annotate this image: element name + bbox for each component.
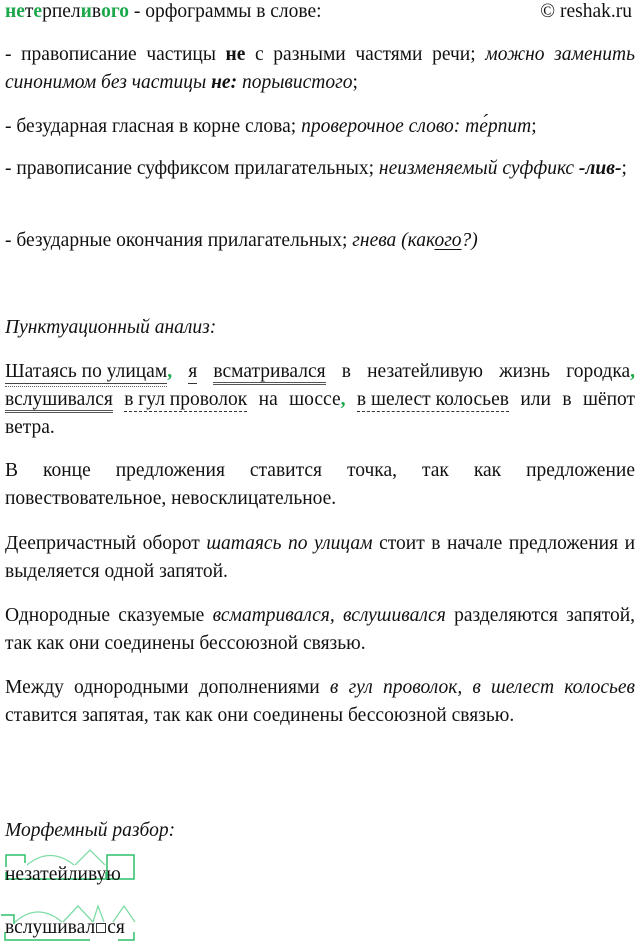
comma-highlight: , bbox=[340, 389, 346, 410]
ending-underlined: ого bbox=[434, 230, 462, 251]
morpheme-word bbox=[5, 916, 125, 940]
predicate: вслушивался bbox=[5, 390, 113, 413]
orthogram-item bbox=[5, 155, 635, 183]
text: ; bbox=[352, 72, 358, 93]
title-highlight: не bbox=[5, 1, 25, 22]
title-suffix: - орфограммы в слове: bbox=[129, 1, 322, 22]
italic-text: порывистого bbox=[237, 72, 353, 93]
morphemic-heading: Морфемный разбор: bbox=[5, 820, 176, 841]
text: - правописание частицы bbox=[5, 44, 226, 65]
orthogram-item bbox=[5, 113, 635, 141]
italic-text: в гул проволок, в шелест колосьев bbox=[329, 677, 635, 698]
empty-ending-box-icon bbox=[96, 923, 106, 933]
title-part: в bbox=[91, 1, 102, 22]
comma-highlight: , bbox=[167, 361, 173, 382]
punctuation-heading: Пунктуационный анализ: bbox=[5, 317, 217, 338]
italic-text: шатаясь по улицам bbox=[206, 533, 373, 554]
title-highlight: и bbox=[80, 1, 92, 22]
bold-text: не bbox=[225, 44, 246, 65]
title-highlight: ого bbox=[101, 1, 129, 22]
text: стоит в начале предложения и выделяется одной запятой. bbox=[5, 533, 635, 582]
text: ставится запятая, так как они соединены бессоюзной связью. bbox=[5, 705, 515, 726]
text: с разными частями речи; bbox=[245, 44, 486, 65]
text: или в шёпот ветра. bbox=[5, 389, 635, 438]
object: в гул проволок bbox=[124, 389, 248, 410]
text: - правописание суффиксом прилагательных; bbox=[5, 158, 379, 179]
text: разделяются запятой, так как они соединены бессоюзной связью. bbox=[5, 605, 635, 654]
orthogram-item bbox=[5, 227, 635, 255]
page-title bbox=[5, 0, 322, 24]
text: Между однородными дополнениями bbox=[5, 677, 330, 698]
text: - безударные окончания прилагательных; bbox=[5, 230, 353, 251]
bold-italic-text: не: bbox=[211, 72, 238, 93]
italic-text: ?) bbox=[461, 230, 478, 251]
text: - безударная гласная в корне слова; bbox=[5, 116, 302, 137]
title-part: т bbox=[24, 1, 34, 22]
bold-italic-text: -лив- bbox=[578, 158, 622, 179]
comma-highlight: , bbox=[630, 361, 635, 382]
text: в незатейливую жизнь городка bbox=[341, 361, 631, 382]
morpheme-word: незатейливую bbox=[5, 864, 121, 885]
text: ; bbox=[621, 158, 627, 179]
italic-text: неизменяемый суффикс bbox=[378, 158, 579, 179]
punctuation-paragraph bbox=[5, 530, 635, 586]
italic-text: проверочное слово: те́рпит bbox=[301, 116, 532, 137]
text: Деепричастный оборот bbox=[5, 533, 207, 554]
italic-text: гнева (как bbox=[352, 230, 435, 251]
predicate: всматривался bbox=[213, 362, 325, 385]
punctuation-paragraph: В конце предложения ставится точка, так как предложение повествовательное, невосклицательное. bbox=[5, 460, 635, 509]
object: в шелест колосьев bbox=[356, 389, 509, 410]
punctuation-paragraph bbox=[5, 674, 635, 730]
italic-text: всматривался, вслушивался bbox=[212, 605, 446, 626]
punctuation-paragraph bbox=[5, 602, 635, 658]
text: ; bbox=[531, 116, 537, 137]
title-highlight: е bbox=[33, 1, 43, 22]
adverbial-phrase: Шатаясь по улицам bbox=[5, 361, 168, 382]
title-part: рпел bbox=[42, 1, 81, 22]
copyright-link[interactable]: © reshak.ru bbox=[540, 1, 632, 22]
text: Однородные сказуемые bbox=[5, 605, 213, 626]
orthogram-item bbox=[5, 41, 635, 97]
text: на шоссе bbox=[258, 389, 341, 410]
italic-text: можно заменить синонимом без частицы bbox=[5, 44, 635, 93]
subject: я bbox=[188, 361, 198, 382]
analyzed-sentence bbox=[5, 358, 635, 442]
word-part: ся bbox=[107, 917, 125, 938]
word-part: вслушивал bbox=[5, 917, 96, 938]
